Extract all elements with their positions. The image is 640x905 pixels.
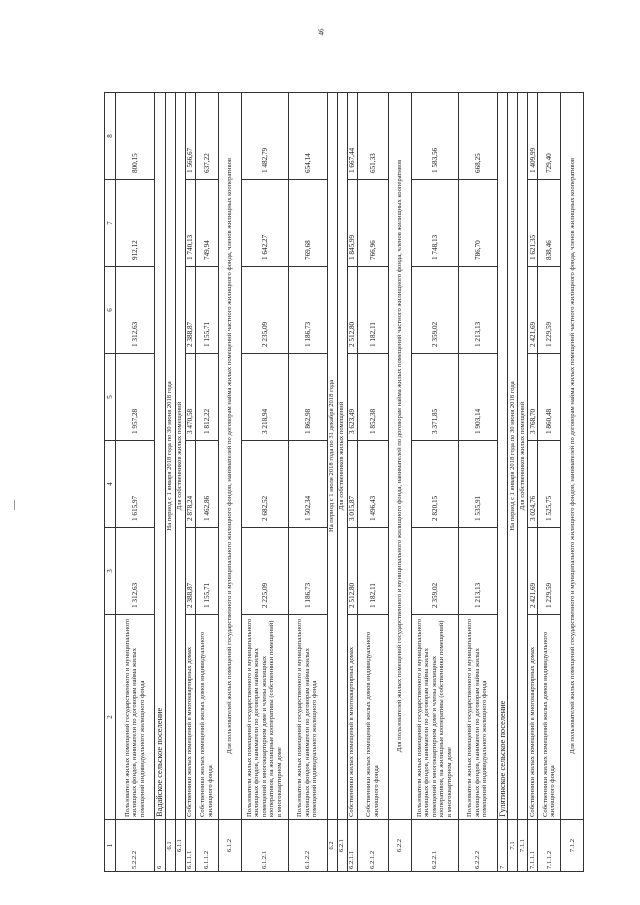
value-cell: 668,25 [458,93,497,180]
subsection-label: Для собственников жилых помещений [175,93,185,820]
value-cell: 654,14 [288,93,327,180]
section-row [155,93,166,872]
value-cell: 2 820,15 [411,441,458,528]
row-code: 6.1.1 [175,820,185,872]
value-cell: 3 024,76 [528,441,538,528]
period-label: На период с 1 января 2018 года по 30 июня 2018 года [165,93,175,820]
row-code: 6.2.1.2 [357,820,388,872]
header-cell: 2 [105,615,116,820]
period-label: На период с 1 июля 2018 года по 31 декабря 2018 года [327,93,337,820]
value-cell: 1 583,56 [411,93,458,180]
value-cell: 1 957,28 [116,354,155,441]
row-code: 6.2.2.1 [411,820,458,872]
table-row [538,93,561,872]
value-cell: 2 878,24 [185,441,195,528]
section-row [497,93,508,872]
subsection-label: Для собственников жилых помещений [518,93,528,820]
value-cell: 1 852,38 [357,354,388,441]
value-cell: 637,22 [195,93,218,180]
value-cell: 1 615,97 [116,441,155,528]
value-cell: 1 535,91 [458,441,497,528]
table-row [195,93,218,872]
row-description: Пользователи жилых помещений государственного и муниципального жилищных фондов, наниматели по договорам найма жилых помещений в многоквартирном доме и члены жилищных кооперативов, на жилищные кооперативы (собственники помещений) в многоквартирном доме [411,615,458,820]
value-cell: 1 862,98 [288,354,327,441]
value-cell: 3 218,94 [241,354,288,441]
row-code: 6.2.2 [388,820,411,872]
table-row [528,93,538,872]
value-cell: 2 388,87 [185,528,195,615]
row-code: 5.2.2.2 [116,820,155,872]
header-cell: 6 [105,267,116,354]
value-cell: 1 213,13 [458,267,497,354]
row-code: 6.1.1.1 [185,820,195,872]
value-cell: 800,15 [116,93,155,180]
value-cell: 766,96 [357,180,388,267]
value-cell: 2 512,80 [347,528,357,615]
header-cell: 1 [105,820,116,872]
period-row [327,93,337,872]
margin-mark [14,500,15,510]
value-cell: 1 566,67 [185,93,195,180]
value-cell: 912,12 [116,180,155,267]
value-cell: 1 186,73 [288,267,327,354]
value-cell: 729,40 [538,93,561,180]
row-description: Собственники жилых помещений в многоквартирных домах [528,615,538,820]
row-description: Собственники жилых помещений жилых домов индивидуального жилищного фонда [357,615,388,820]
subsection-row [218,93,241,872]
header-cell: 4 [105,441,116,528]
subsection-row [175,93,185,872]
value-cell: 1 740,13 [185,180,195,267]
subsection-label: Для пользователей жилых помещений государственного и муниципального жилищного фондов, нанимателей по договорам найма жилых помещений частного жилищного фонда, членов жилищных кооперативов [218,93,241,820]
value-cell: 1 812,22 [195,354,218,441]
tariff-table [104,92,584,872]
row-code: 6.2 [327,820,337,872]
value-cell: 2 359,02 [411,267,458,354]
row-description: Пользователи жилых помещений государственного и муниципального жилищных фондов, наниматели по договорам найма жилых помещений индивидуального жилищного фонда [458,615,497,820]
row-code: 6.1.2.1 [241,820,288,872]
value-cell: 1 860,48 [538,354,561,441]
value-cell: 1 462,86 [195,441,218,528]
value-cell: 1 155,71 [195,267,218,354]
value-cell: 1 186,73 [288,528,327,615]
value-cell: 2 421,69 [528,528,538,615]
row-code: 6.2.1 [337,820,347,872]
header-cell: 8 [105,93,116,180]
row-code: 6.1.2 [218,820,241,872]
table-header-row [105,93,116,872]
value-cell: 2 682,52 [241,441,288,528]
value-cell: 1 229,59 [538,267,561,354]
value-cell: 2 388,87 [185,267,195,354]
value-cell: 1 667,44 [347,93,357,180]
row-description: Пользователи жилых помещений государственного и муниципального жилищных фондов, наниматели по договорам найма жилых помещений индивидуального жилищного фонда [288,615,327,820]
value-cell: 1 155,71 [195,528,218,615]
value-cell: 2 359,02 [411,528,458,615]
row-description: Собственники жилых помещений жилых домов индивидуального жилищного фонда [195,615,218,820]
header-cell: 7 [105,180,116,267]
rotated-table-container [104,92,604,872]
value-cell: 1 748,13 [411,180,458,267]
row-code: 6.2.2.2 [458,820,497,872]
value-cell: 1 642,27 [241,180,288,267]
value-cell: 1 496,43 [357,441,388,528]
row-code: 7.1 [508,820,518,872]
table-row [347,93,357,872]
value-cell: 1 213,13 [458,528,497,615]
row-code: 6.2.1.1 [347,820,357,872]
value-cell: 1 621,35 [528,180,538,267]
table-row [411,93,458,872]
period-row [165,93,175,872]
value-cell: 3 623,49 [347,354,357,441]
value-cell: 3 470,58 [185,354,195,441]
row-code: 7.1.1.2 [538,820,561,872]
row-code: 7.1.2 [561,820,584,872]
value-cell: 1 182,11 [357,267,388,354]
subsection-label: Для пользователей жилых помещений государственного и муниципального жилищного фондов, нанимателей по договорам найма жилых помещений частного жилищного фонда, членов жилищных кооперативов [561,93,584,820]
value-cell: 786,70 [458,180,497,267]
row-description: Собственники жилых помещений жилых домов индивидуального жилищного фонда [538,615,561,820]
value-cell: 1 409,99 [528,93,538,180]
page-number: 46 [317,28,326,36]
value-cell: 1 903,14 [458,354,497,441]
value-cell: 1 845,99 [347,180,357,267]
subsection-row [518,93,528,872]
table-row [241,93,288,872]
table-row [116,93,155,872]
value-cell: 1 482,79 [241,93,288,180]
row-code: 7.1.1 [518,820,528,872]
table-viewport [104,92,604,872]
value-cell: 838,46 [538,180,561,267]
header-cell: 3 [105,528,116,615]
subsection-row [561,93,584,872]
value-cell: 1 502,34 [288,441,327,528]
value-cell: 2 225,09 [241,528,288,615]
table-row [288,93,327,872]
header-cell: 5 [105,354,116,441]
value-cell: 749,94 [195,180,218,267]
table-row [357,93,388,872]
value-cell: 651,33 [357,93,388,180]
value-cell: 1 182,11 [357,528,388,615]
value-cell: 1 312,63 [116,267,155,354]
value-cell: 1 229,59 [538,528,561,615]
subsection-row [337,93,347,872]
row-code: 7.1.1.1 [528,820,538,872]
value-cell: 2 235,09 [241,267,288,354]
value-cell: 1 312,63 [116,528,155,615]
subsection-label: Для пользователей жилых помещений государственного и муниципального жилищного фонда, нанимателей по договорам найма жилых помещений частного жилищного фонда, членов жилищных кооперативов [388,93,411,820]
row-code: 6.1.2.2 [288,820,327,872]
value-cell: 2 512,80 [347,267,357,354]
value-cell: 769,68 [288,180,327,267]
section-title: Вадайское сельское поселение [155,93,166,820]
row-description: Собственники жилых помещений в многоквартирных домах [185,615,195,820]
value-cell: 1 525,75 [538,441,561,528]
row-description: Собственники жилых помещений в многоквартирных домах [347,615,357,820]
row-description: Пользователи жилых помещений государственного и муниципального жилищных фондов, наниматели по договорам найма жилых помещений индивидуального жилищного фонда [116,615,155,820]
subsection-label: Для собственников жилых помещений [337,93,347,820]
row-description: Пользователи жилых помещений государственного и муниципального жилищных фондов, наниматели по договорам найма жилых помещений в многоквартирном доме и члены жилищных кооперативов, на жилищные кооперативы (собственники помещений) в многоквартирном доме [241,615,288,820]
value-cell: 3 768,70 [528,354,538,441]
row-code: 7 [497,820,508,872]
table-row [458,93,497,872]
table-row [185,93,195,872]
value-cell: 3 371,85 [411,354,458,441]
row-code: 6.1 [165,820,175,872]
row-code: 6.1.1.2 [195,820,218,872]
section-title: Гулятинское сельское поселение [497,93,508,820]
period-row [508,93,518,872]
value-cell: 2 421,69 [528,267,538,354]
subsection-row [388,93,411,872]
value-cell: 3 015,87 [347,441,357,528]
period-label: На период с 1 января 2018 года по 30 июня 2018 года [508,93,518,820]
row-code: 6 [155,820,166,872]
